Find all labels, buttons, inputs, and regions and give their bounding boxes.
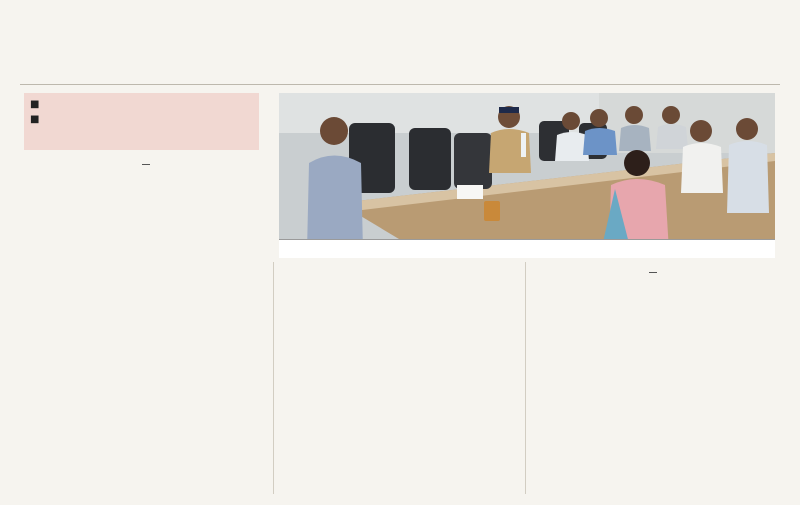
subheading-text xyxy=(142,164,150,165)
subheading-text xyxy=(649,272,657,273)
article-column-right xyxy=(531,262,775,494)
article-column-left xyxy=(24,154,268,494)
article-subheading xyxy=(24,155,268,170)
highlight-item xyxy=(30,112,253,127)
photo-caption xyxy=(279,239,775,258)
meeting-photo xyxy=(279,93,775,251)
highlight-box xyxy=(24,93,259,150)
article-column-middle xyxy=(279,262,519,494)
meeting-photo-illustration xyxy=(279,93,775,251)
square-bullet-icon: ■ xyxy=(30,114,40,125)
column-divider xyxy=(525,262,526,494)
highlight-item xyxy=(30,97,253,112)
article-subheading xyxy=(531,263,775,278)
headline-divider xyxy=(20,84,780,85)
square-bullet-icon: ■ xyxy=(30,99,40,110)
column-divider xyxy=(273,262,274,494)
headline xyxy=(0,0,800,82)
